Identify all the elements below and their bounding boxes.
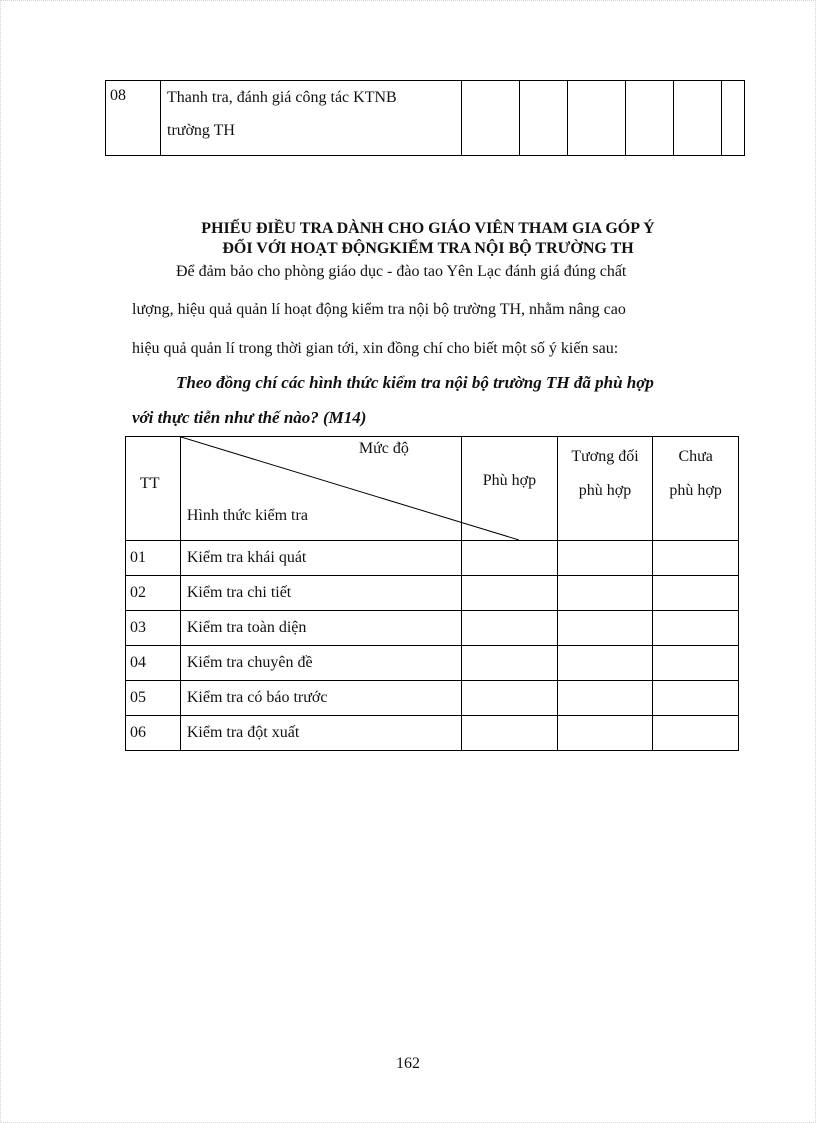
heading-line-2: ĐỐI VỚI HOẠT ĐỘNGKIỂM TRA NỘI BỘ TRƯỜNG TH bbox=[222, 240, 634, 257]
answer-cell[interactable] bbox=[557, 576, 653, 611]
header-tt: TT bbox=[140, 475, 160, 492]
header-tt-cell bbox=[126, 437, 181, 541]
answer-cell[interactable] bbox=[653, 611, 739, 646]
empty-cell bbox=[674, 81, 722, 156]
survey-table bbox=[125, 436, 739, 751]
row-name: Kiểm tra khái quát bbox=[180, 541, 461, 576]
empty-cell bbox=[462, 81, 520, 156]
answer-cell[interactable] bbox=[462, 541, 558, 576]
answer-cell[interactable] bbox=[557, 646, 653, 681]
row-number: 08 bbox=[106, 81, 161, 156]
header-chua-line1: Chưa bbox=[678, 448, 713, 465]
row-number: 03 bbox=[126, 611, 181, 646]
paragraph-line-1: Để đảm bảo cho phòng giáo dục - đào tao Yên Lạc đánh giá đúng chất bbox=[176, 263, 627, 280]
answer-cell[interactable] bbox=[653, 576, 739, 611]
header-chua-line2: phù hợp bbox=[669, 482, 722, 499]
paragraph-line-3: hiệu quả quản lí trong thời gian tới, xin đồng chí cho biết một số ý kiến sau: bbox=[132, 340, 619, 357]
answer-cell[interactable] bbox=[462, 576, 558, 611]
row-number: 04 bbox=[126, 646, 181, 681]
top-table bbox=[105, 80, 745, 156]
answer-cell[interactable] bbox=[462, 646, 558, 681]
header-tuong-doi-line2: phù hợp bbox=[578, 482, 632, 499]
paragraph-line-2: lượng, hiệu quả quản lí hoạt động kiểm tra nội bộ trường TH, nhằm nâng cao bbox=[132, 301, 626, 318]
table-row bbox=[126, 541, 739, 576]
row-number: 05 bbox=[126, 681, 181, 716]
row-number: 06 bbox=[126, 716, 181, 751]
question-line-2: với thực tiễn như thế nào? (M14) bbox=[132, 408, 367, 427]
row-name: Kiểm tra có báo trước bbox=[180, 681, 461, 716]
row-text bbox=[161, 81, 462, 156]
answer-cell[interactable] bbox=[462, 681, 558, 716]
table-row bbox=[126, 576, 739, 611]
page-number: 162 bbox=[396, 1055, 420, 1072]
table-row bbox=[126, 716, 739, 751]
answer-cell[interactable] bbox=[653, 541, 739, 576]
empty-cell bbox=[626, 81, 674, 156]
header-hinh-thuc: Hình thức kiểm tra bbox=[186, 507, 308, 524]
empty-cell bbox=[568, 81, 626, 156]
answer-cell[interactable] bbox=[653, 646, 739, 681]
table-row bbox=[126, 611, 739, 646]
table-row bbox=[126, 681, 739, 716]
header-diagonal-cell bbox=[180, 437, 461, 541]
table-row bbox=[106, 81, 745, 156]
header-row bbox=[126, 437, 739, 541]
header-phu-hop: Phù hợp bbox=[482, 472, 537, 489]
table-row bbox=[126, 646, 739, 681]
row-number: 01 bbox=[126, 541, 181, 576]
empty-cell bbox=[520, 81, 568, 156]
question-line-1: Theo đồng chí các hình thức kiểm tra nội bộ trường TH đã phù hợp bbox=[176, 373, 654, 392]
row-text-line1: Thanh tra, đánh giá công tác KTNB bbox=[167, 89, 397, 106]
answer-cell[interactable] bbox=[557, 611, 653, 646]
header-tuong-doi-cell bbox=[557, 437, 653, 541]
empty-cell bbox=[722, 81, 745, 156]
row-number: 02 bbox=[126, 576, 181, 611]
heading-line-1: PHIẾU ĐIỀU TRA DÀNH CHO GIÁO VIÊN THAM GIA GÓP Ý bbox=[201, 220, 655, 237]
answer-cell[interactable] bbox=[557, 681, 653, 716]
row-name: Kiểm tra chuyên đề bbox=[180, 646, 461, 681]
answer-cell[interactable] bbox=[557, 716, 653, 751]
row-name: Kiểm tra đột xuất bbox=[180, 716, 461, 751]
answer-cell[interactable] bbox=[653, 716, 739, 751]
row-name: Kiểm tra chi tiết bbox=[180, 576, 461, 611]
row-name: Kiểm tra toàn diện bbox=[180, 611, 461, 646]
answer-cell[interactable] bbox=[462, 611, 558, 646]
answer-cell[interactable] bbox=[462, 716, 558, 751]
answer-cell[interactable] bbox=[557, 541, 653, 576]
answer-cell[interactable] bbox=[653, 681, 739, 716]
row-text-line2: trường TH bbox=[167, 122, 235, 139]
header-chua-cell bbox=[653, 437, 739, 541]
header-muc-do: Mức độ bbox=[358, 440, 409, 457]
header-tuong-doi-line1: Tương đối bbox=[571, 448, 639, 465]
